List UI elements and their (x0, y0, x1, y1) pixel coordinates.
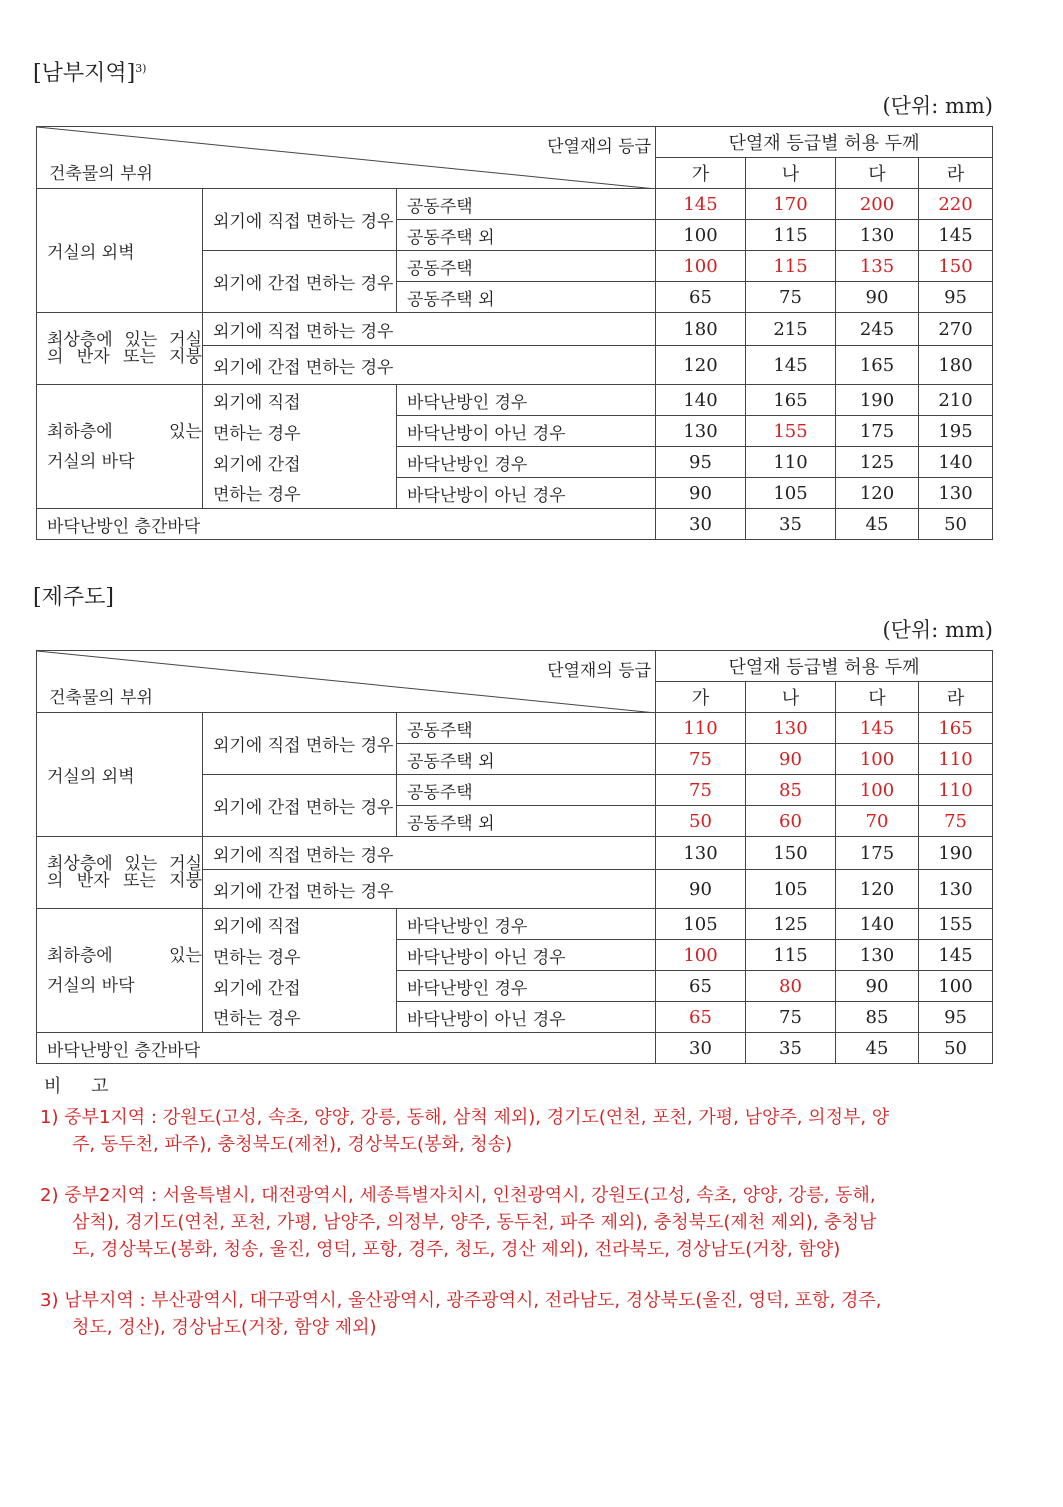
thickness-value: 140 (836, 909, 919, 940)
thickness-value: 100 (656, 220, 746, 251)
thickness-value: 110 (919, 744, 993, 775)
face-case-label: 면하는 경우 (203, 1002, 397, 1033)
apartment-label: 공동주택 (397, 713, 656, 744)
apartment-label: 공동주택 (397, 775, 656, 806)
direct-exposure-label-a: 외기에 직접 (203, 909, 397, 940)
thickness-value: 125 (836, 447, 919, 478)
thickness-value: 75 (746, 282, 836, 313)
thickness-value: 110 (656, 713, 746, 744)
notes-title: 비 고 (44, 1076, 121, 1097)
thickness-value: 175 (836, 416, 919, 447)
apartment-label: 공동주택 (397, 189, 656, 220)
thickness-value: 175 (836, 837, 919, 870)
face-case-label: 면하는 경우 (203, 416, 397, 447)
thickness-value: 110 (919, 775, 993, 806)
bottom-floor-label-line2: 거실의 바닥 (47, 975, 135, 996)
exterior-wall-label: 거실의 외벽 (37, 189, 203, 313)
thickness-value: 45 (836, 509, 919, 540)
thickness-value: 150 (746, 837, 836, 870)
thickness-value: 50 (656, 806, 746, 837)
thickness-value: 35 (746, 509, 836, 540)
thickness-value: 220 (919, 189, 993, 220)
note-item: 1) 중부1지역 : 강원도(고성, 속초, 양양, 강릉, 동해, 삼척 제외), 경기도(연천, 포천, 가평, 남양주, 의정부, 양주, 동두천, 파주), 충청북도(제천), 경상북도(봉화, 청송) (40, 1107, 890, 1155)
thickness-value: 115 (746, 251, 836, 282)
thickness-value: 50 (919, 509, 993, 540)
exterior-wall-label: 거실의 외벽 (37, 713, 203, 837)
no-floor-heating-label: 바닥난방이 아닌 경우 (397, 1002, 656, 1033)
thickness-value: 130 (836, 220, 919, 251)
grade-header: 다 (836, 682, 919, 713)
thickness-value: 135 (836, 251, 919, 282)
direct-exposure-label: 외기에 직접 면하는 경우 (203, 313, 656, 346)
bottom-floor-label (37, 385, 203, 509)
thickness-value: 75 (746, 1002, 836, 1033)
thickness-value: 145 (746, 346, 836, 385)
direct-exposure-label-a: 외기에 직접 (203, 385, 397, 416)
thickness-value: 140 (919, 447, 993, 478)
thickness-value: 90 (656, 870, 746, 909)
thickness-value: 165 (746, 385, 836, 416)
thickness-value: 105 (746, 870, 836, 909)
bottom-floor-label (37, 909, 203, 1033)
non-apartment-label: 공동주택 외 (397, 806, 656, 837)
thickness-value: 145 (919, 940, 993, 971)
thickness-value: 75 (656, 775, 746, 806)
indirect-exposure-label-a: 외기에 간접 (203, 971, 397, 1002)
thickness-value: 70 (836, 806, 919, 837)
bottom-floor-label-line1: 최하층에 있는 (47, 421, 202, 442)
thickness-value: 60 (746, 806, 836, 837)
section-heading-text: [남부지역] (33, 61, 136, 86)
thickness-value: 145 (919, 220, 993, 251)
thickness-value: 155 (919, 909, 993, 940)
note-item: 3) 남부지역 : 부산광역시, 대구광역시, 울산광역시, 광주광역시, 전라남도, 경상북도(울진, 영덕, 포항, 경주, 청도, 경산), 경상남도(거창, 함양 제외) (40, 1290, 882, 1338)
thickness-value: 120 (836, 870, 919, 909)
thickness-value: 35 (746, 1033, 836, 1064)
indirect-exposure-label-a: 외기에 간접 (203, 447, 397, 478)
thickness-value: 190 (919, 837, 993, 870)
thickness-value: 65 (656, 282, 746, 313)
direct-exposure-label: 외기에 직접 면하는 경우 (203, 837, 656, 870)
thickness-value: 130 (836, 940, 919, 971)
thickness-value: 190 (836, 385, 919, 416)
thickness-value: 65 (656, 1002, 746, 1033)
note-item: 2) 중부2지역 : 서울특별시, 대전광역시, 세종특별자치시, 인천광역시, 강원도(고성, 속초, 양양, 강릉, 동해, 삼척), 경기도(연천, 포천, 가평, 남양주, 의정부, 양주, 동두천, 파주 제외), 충청북도(제천 제외), 충청남도, 경상북도(봉화, 청송, 울진, 영덕, 포항, 경주, 청도, 경산 제외), 전라북도, 경상남도(거창, 함양) (40, 1185, 877, 1260)
section-heading (33, 580, 114, 611)
indirect-exposure-label: 외기에 간접 면하는 경우 (203, 870, 656, 909)
face-case-label: 면하는 경우 (203, 478, 397, 509)
direct-exposure-label: 외기에 직접 면하는 경우 (203, 189, 397, 251)
thickness-value: 245 (836, 313, 919, 346)
unit-label: (단위: mm) (882, 618, 993, 642)
part-header-label: 건축물의 부위 (49, 164, 153, 184)
thickness-value: 115 (746, 220, 836, 251)
thickness-value: 170 (746, 189, 836, 220)
thickness-value: 65 (656, 971, 746, 1002)
indirect-exposure-label: 외기에 간접 면하는 경우 (203, 251, 397, 313)
thickness-value: 130 (919, 870, 993, 909)
diagonal-header-cell (37, 127, 656, 189)
thickness-value: 105 (746, 478, 836, 509)
table-row (37, 189, 993, 220)
thickness-value: 100 (836, 744, 919, 775)
non-apartment-label: 공동주택 외 (397, 220, 656, 251)
thickness-value: 130 (656, 837, 746, 870)
thickness-value: 115 (746, 940, 836, 971)
grade-header: 가 (656, 682, 746, 713)
thickness-value: 110 (746, 447, 836, 478)
top-floor-roof-label: 최상층에 있는 거실의 반자 또는 지붕 (37, 837, 203, 909)
no-floor-heating-label: 바닥난방이 아닌 경우 (397, 940, 656, 971)
unit-label: (단위: mm) (882, 94, 993, 118)
no-floor-heating-label: 바닥난방이 아닌 경우 (397, 416, 656, 447)
indirect-exposure-label: 외기에 간접 면하는 경우 (203, 346, 656, 385)
thickness-value: 95 (919, 282, 993, 313)
interfloor-label: 바닥난방인 층간바닥 (37, 1033, 656, 1064)
grade-header: 라 (919, 158, 993, 189)
thickness-value: 200 (836, 189, 919, 220)
table-row (37, 837, 993, 870)
thickness-value: 100 (656, 940, 746, 971)
insulation-thickness-table (36, 126, 993, 540)
thickness-value: 85 (746, 775, 836, 806)
thickness-value: 90 (746, 744, 836, 775)
thickness-value: 85 (836, 1002, 919, 1033)
no-floor-heating-label: 바닥난방이 아닌 경우 (397, 478, 656, 509)
grade-header-label: 단열재의 등급 (547, 661, 651, 681)
thickness-group-header: 단열재 등급별 허용 두께 (656, 651, 993, 682)
indirect-exposure-label: 외기에 간접 면하는 경우 (203, 775, 397, 837)
table-row (37, 313, 993, 346)
part-header-label: 건축물의 부위 (49, 688, 153, 708)
direct-exposure-label: 외기에 직접 면하는 경우 (203, 713, 397, 775)
thickness-value: 145 (836, 713, 919, 744)
table-row (37, 509, 993, 540)
thickness-value: 95 (919, 1002, 993, 1033)
grade-header: 가 (656, 158, 746, 189)
thickness-value: 165 (836, 346, 919, 385)
thickness-value: 150 (919, 251, 993, 282)
thickness-value: 180 (656, 313, 746, 346)
thickness-value: 75 (919, 806, 993, 837)
thickness-value: 75 (656, 744, 746, 775)
bottom-floor-label-line1: 최하층에 있는 (47, 945, 202, 966)
thickness-value: 130 (919, 478, 993, 509)
thickness-value: 90 (836, 971, 919, 1002)
floor-heating-label: 바닥난방인 경우 (397, 447, 656, 478)
thickness-value: 155 (746, 416, 836, 447)
section-heading-text: [제주도] (33, 585, 114, 610)
section-heading (33, 56, 146, 87)
diagonal-header-cell (37, 651, 656, 713)
thickness-value: 120 (656, 346, 746, 385)
thickness-value: 165 (919, 713, 993, 744)
thickness-value: 90 (656, 478, 746, 509)
floor-heating-label: 바닥난방인 경우 (397, 909, 656, 940)
grade-header-label: 단열재의 등급 (547, 137, 651, 157)
apartment-label: 공동주택 (397, 251, 656, 282)
top-floor-roof-label: 최상층에 있는 거실의 반자 또는 지붕 (37, 313, 203, 385)
thickness-value: 100 (656, 251, 746, 282)
grade-header: 나 (746, 682, 836, 713)
floor-heating-label: 바닥난방인 경우 (397, 971, 656, 1002)
thickness-value: 215 (746, 313, 836, 346)
thickness-value: 195 (919, 416, 993, 447)
table-row (37, 909, 993, 940)
grade-header: 라 (919, 682, 993, 713)
thickness-value: 130 (656, 416, 746, 447)
notes-section (40, 1072, 890, 1341)
table-row (37, 385, 993, 416)
thickness-value: 90 (836, 282, 919, 313)
non-apartment-label: 공동주택 외 (397, 282, 656, 313)
thickness-value: 210 (919, 385, 993, 416)
thickness-value: 270 (919, 313, 993, 346)
thickness-value: 180 (919, 346, 993, 385)
footnote-ref: 3) (135, 62, 147, 75)
table-row (37, 713, 993, 744)
thickness-group-header: 단열재 등급별 허용 두께 (656, 127, 993, 158)
insulation-thickness-table (36, 650, 993, 1064)
thickness-value: 95 (656, 447, 746, 478)
floor-heating-label: 바닥난방인 경우 (397, 385, 656, 416)
thickness-value: 30 (656, 1033, 746, 1064)
face-case-label: 면하는 경우 (203, 940, 397, 971)
thickness-value: 120 (836, 478, 919, 509)
grade-header: 나 (746, 158, 836, 189)
thickness-value: 145 (656, 189, 746, 220)
grade-header: 다 (836, 158, 919, 189)
bottom-floor-label-line2: 거실의 바닥 (47, 451, 135, 472)
table-row (37, 1033, 993, 1064)
thickness-value: 50 (919, 1033, 993, 1064)
interfloor-label: 바닥난방인 층간바닥 (37, 509, 656, 540)
thickness-value: 130 (746, 713, 836, 744)
thickness-value: 105 (656, 909, 746, 940)
thickness-value: 125 (746, 909, 836, 940)
thickness-value: 100 (919, 971, 993, 1002)
non-apartment-label: 공동주택 외 (397, 744, 656, 775)
thickness-value: 30 (656, 509, 746, 540)
thickness-value: 45 (836, 1033, 919, 1064)
thickness-value: 140 (656, 385, 746, 416)
thickness-value: 80 (746, 971, 836, 1002)
thickness-value: 100 (836, 775, 919, 806)
